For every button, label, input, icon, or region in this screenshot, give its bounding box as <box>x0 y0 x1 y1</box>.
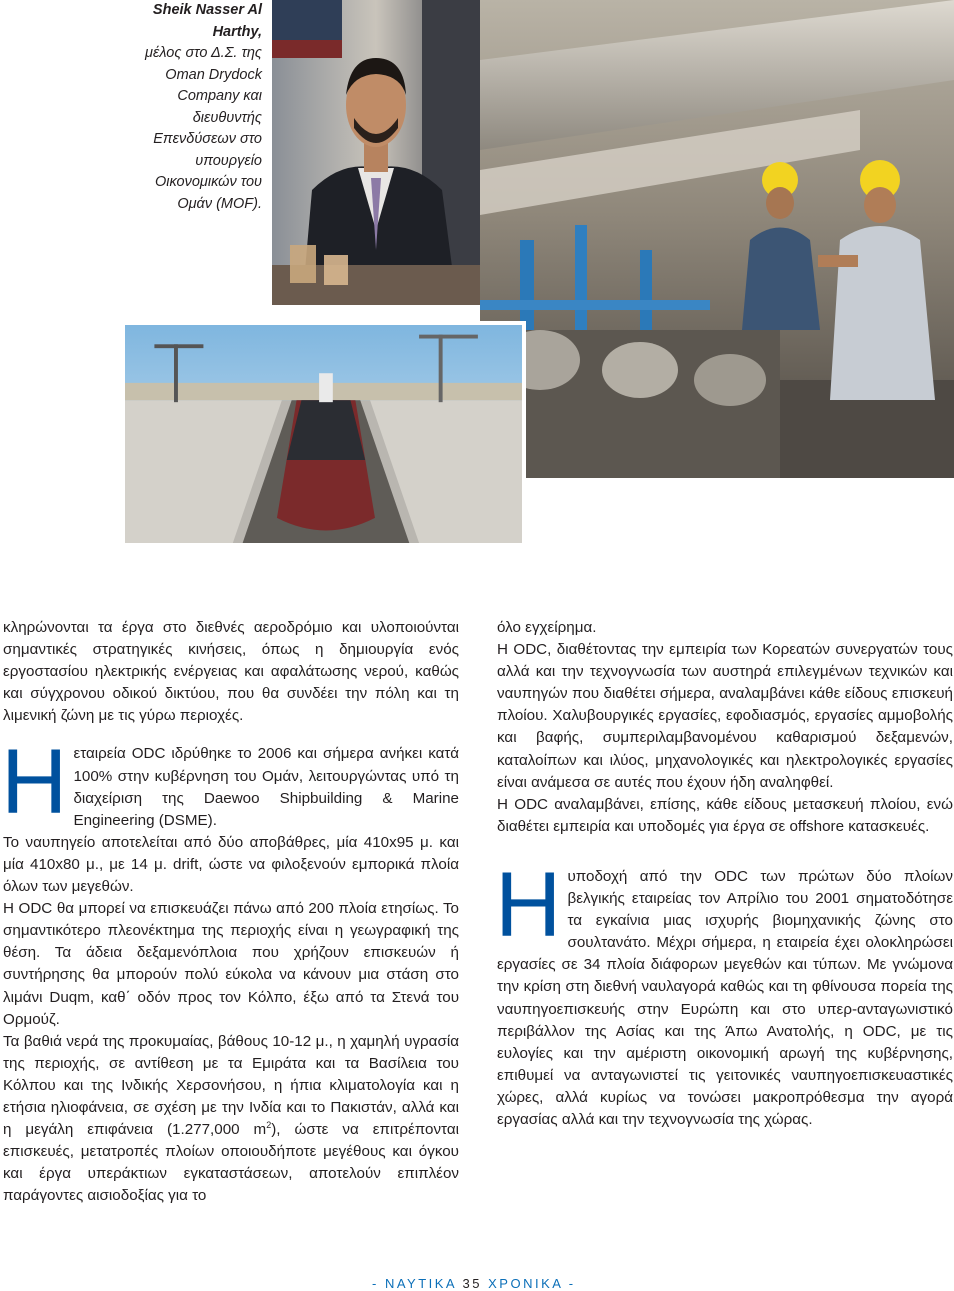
left-paragraph-2-text: εταιρεία ODC ιδρύθηκε το 2006 και σήμερα ανήκει κατά 100% στην κυβέρνηση του Ομάν, λειτουργώντας υπό τη διαχείριση της Daewoo Shipbuilding & Marine Engineering (DSME). <box>73 745 459 829</box>
article-right-column <box>497 617 953 1131</box>
footer-left: - ΝΑΥΤΙΚΑ <box>372 1276 457 1291</box>
left-paragraph-5b: ), ώστε να επιτρέπονται επισκευές, μετατροπές πλοίων οποιουδήποτε μεγέθους και όγκου και έργα υπεράκτιων εγκαταστάσεων, αποτελούν επιπλέον παράγοντες αισιοδοξίας για το <box>3 1121 459 1205</box>
drop-cap: Η <box>495 853 562 956</box>
superscript: 2 <box>266 1120 272 1130</box>
left-paragraph-5 <box>3 1031 459 1208</box>
drop-cap: Η <box>1 731 68 834</box>
left-paragraph-1: κληρώνονται τα έργα στο διεθνές αεροδρόμιο και υλοποιούνται σημαντικές στρατηγικές κινήσεις, όπως η δημιουργία ενός εργοστασίου ηλεκτρικής ενέργειας και αφαλάτωσης νερού, καθώς και σύγχρονου οδικού δικτύου, που θα συνδέει την πόλη και τη λιμενική ζώνη με τις γύρω περιοχές. <box>3 619 459 725</box>
left-paragraph-4: Η ODC θα μπορεί να επισκευάζει πάνω από 200 πλοία ετησίως. Το σημαντικότερο πλεονέκτημα της περιοχής είναι η γεωγραφική της θέση. Τα άδεια δεξαμενόπλοια που χρήζουν επισκευών ή συντήρησης θα μπορούν πολύ εύκολα να κάνουν μια στάση στο λιμάνι Duqm, καθ΄ οδόν προς τον Κόλπο, έξω από τα Στενά του Ορμούζ. <box>3 900 459 1028</box>
right-paragraph-4-text: υποδοχή από την ODC των πρώτων δύο πλοίων βελγικής εταιρείας τον Απρίλιο του 2001 σηματοδότησε τα εγκαίνια μιας ισχυρής βιομηχανικής ζώνης στο σουλτανάτο. Μέχρι σήμερα, η εταιρεία έχει ολοκληρώσει εργασίες σε 34 πλοία διάφορων μεγεθών και τύπων. Με γνώμονα την κρίση στη διεθνή ναυλαγορά καθώς και τη φθίνουσα πορεία της ναυπηγοεπισκευής στην Ευρώπη και στο υπερ-ανταγωνιστικό περιβάλλον της Ασίας και της Άπω Ανατολής, η ODC, με τις ευλογίες και την αμέριστη οικονομική αρωγή της κυβέρνησης, επιθυμεί να ανταγωνιστεί τις γειτονικές ναυπηγοεπισκευαστικές χώρες, αλλά κυρίως να τονώσει μακροπρόθεσμα την αγορά εργασίας αλλά και την τεχνογνωσία της χώρας. <box>497 867 953 1128</box>
caption-role: μέλος στο Δ.Σ. της Oman Drydock Company και διευθυντής Επενδύσεων στο υπουργείο Οικονομικών του Ομάν (MOF). <box>145 45 262 212</box>
left-paragraph-3: Το ναυπηγείο αποτελείται από δύο αποβάθρες, μία 410x95 μ. και μία 410x80 μ., με 14 μ. drift, ώστε να φιλοξενούν εμπορικά πλοία όλων των μεγεθών. <box>3 833 459 896</box>
portrait-photo <box>272 0 480 305</box>
right-paragraph-2: Η ODC, διαθέτοντας την εμπειρία των Κορεατών συνεργατών τους αλλά και την τεχνογνωσία των αυστηρά επιλεγμένων τεχνικών και ναυπηγών που διαθέτει σήμερα, αναλαμβάνει κάθε είδους επισκευή πλοίου. Χαλυβουργικές εργασίες, εφοδιασμός, εργασίες αμμοβολής και βαφής, συμπεριλαμβανομένου καθαρισμού δεξαμενών, καταλοίπων και ιλύος, μηχανολογικές και ηλεκτρολογικές εργασίες είναι ανάμεσα σε αυτές που έχουν ήδη αναληφθεί. <box>497 641 953 791</box>
photo-caption <box>120 0 262 215</box>
page-footer <box>372 1276 592 1291</box>
drydock-photo <box>121 321 526 547</box>
left-paragraph-5a: Τα βαθιά νερά της προκυμαίας, βάθους 10-12 μ., η χαμηλή υγρασία της περιοχής, σε αντίθεση με τα Εμιράτα και τα Βασίλεια του Κόλπου και της Ινδικής Χερσονήσου, η ήπια κλιματολογία και η ετήσια ηλιοφάνεια, σε σχέση με την Ινδία και το Πακιστάν, αλλά και η μεγάλη επιφάνεια (1.277,000 m <box>3 1032 459 1139</box>
article-left-column <box>3 617 459 1207</box>
right-paragraph-4 <box>495 853 953 1131</box>
page-number: 35 <box>462 1276 482 1291</box>
footer-right: ΧΡΟΝΙΚΑ - <box>488 1276 576 1291</box>
right-paragraph-1: όλο εγχείρημα. <box>497 619 597 636</box>
engine-room-photo <box>480 0 954 478</box>
left-paragraph-2 <box>1 731 459 834</box>
right-paragraph-3: Η ODC αναλαμβάνει, επίσης, κάθε είδους μετασκευή πλοίου, ενώ διαθέτει εμπειρία και υποδομές για έργα σε offshore κατασκευές. <box>497 795 953 835</box>
caption-name: Sheik Nasser Al Harthy, <box>152 2 262 40</box>
